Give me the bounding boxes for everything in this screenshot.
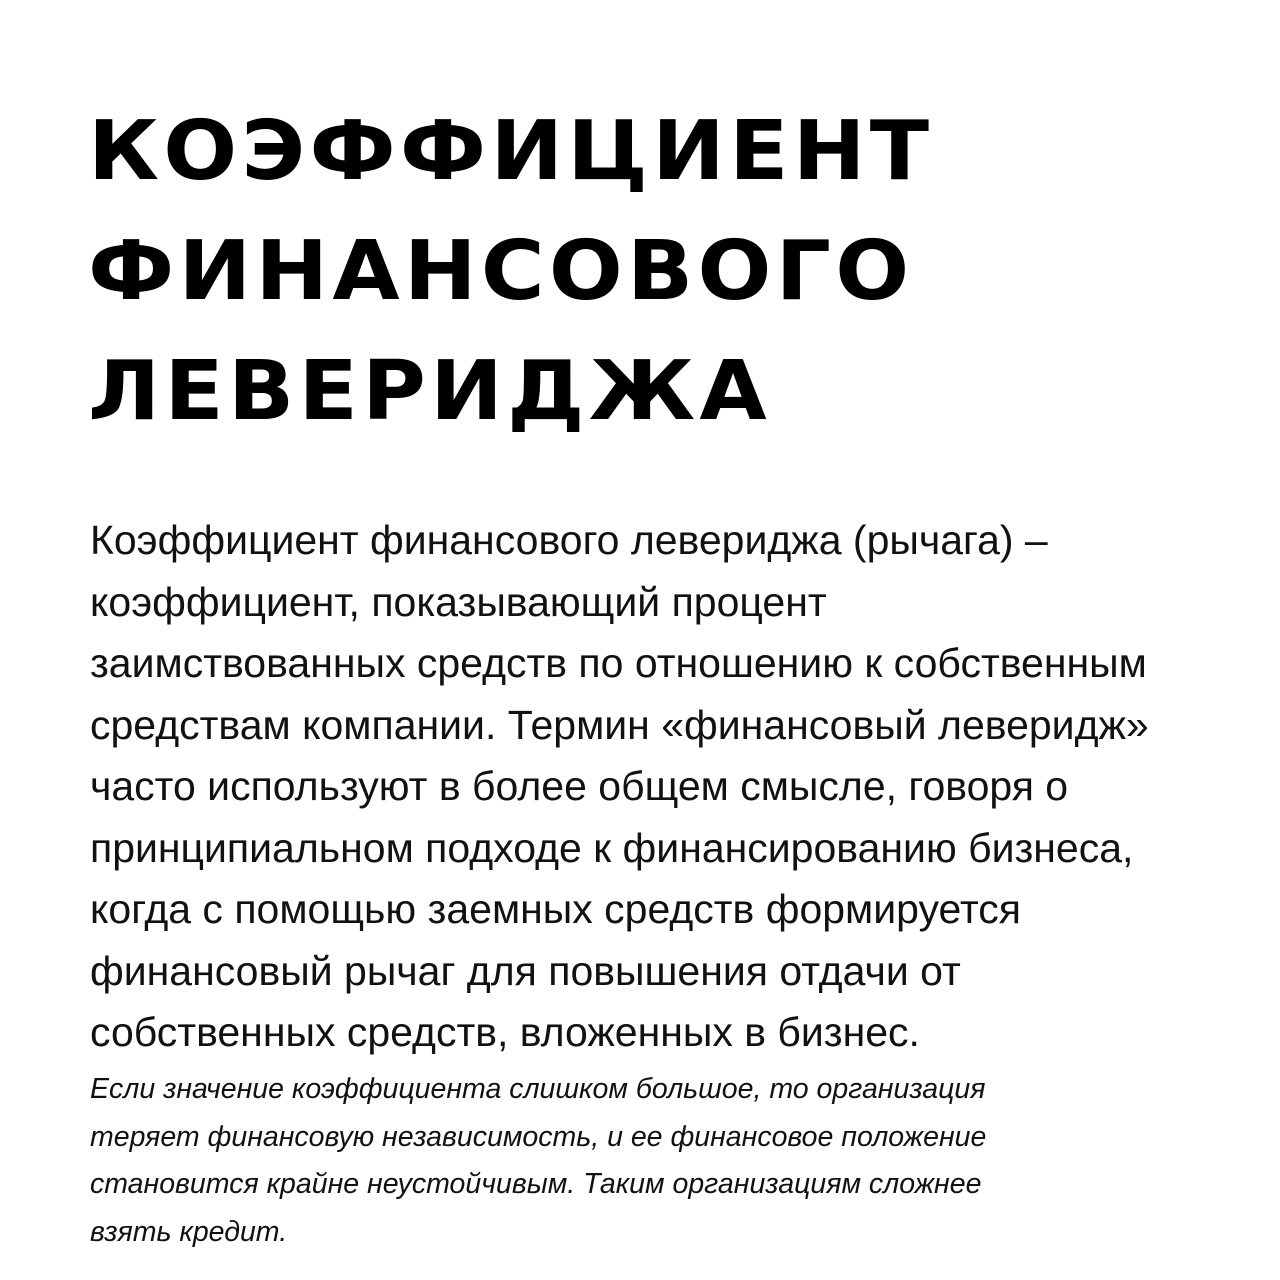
definition-line: собственных средств, вложенных в бизнес.: [90, 1009, 920, 1055]
definition-line: когда с помощью заемных средств формируется: [90, 886, 1021, 932]
definition-line: средствам компании. Термин «финансовый леверидж»: [90, 701, 1149, 748]
definition-line: коэффициент, показывающий процент: [90, 578, 827, 625]
definition-line: финансовый рычаг для повышения отдачи от: [90, 947, 961, 994]
definition-line: Коэффициент финансового левериджа (рычага) –: [90, 517, 1048, 563]
title-line: ФИНАНСОВОГО: [88, 224, 914, 319]
definition-paragraph: [90, 510, 1250, 1064]
note-paragraph: [90, 1066, 1230, 1256]
definition-line: принципиальном подходе к финансированию бизнеса,: [90, 824, 1134, 871]
definition-line: заимствованных средств по отношению к собственным: [90, 640, 1147, 686]
note-line: взять кредит.: [90, 1215, 288, 1248]
slide-title: [88, 92, 1254, 452]
title-line: КОЭФФИЦИЕНТ: [88, 104, 934, 199]
note-line: становится крайне неустойчивым. Таким организациям сложнее: [90, 1168, 982, 1200]
title-line: ЛЕВЕРИДЖА: [88, 344, 771, 439]
definition-line: часто используют в более общем смысле, говоря о: [90, 763, 1069, 809]
note-line: теряет финансовую независимость, и ее финансовое положение: [90, 1120, 987, 1153]
note-line: Если значение коэффициента слишком большое, то организация: [90, 1073, 986, 1105]
